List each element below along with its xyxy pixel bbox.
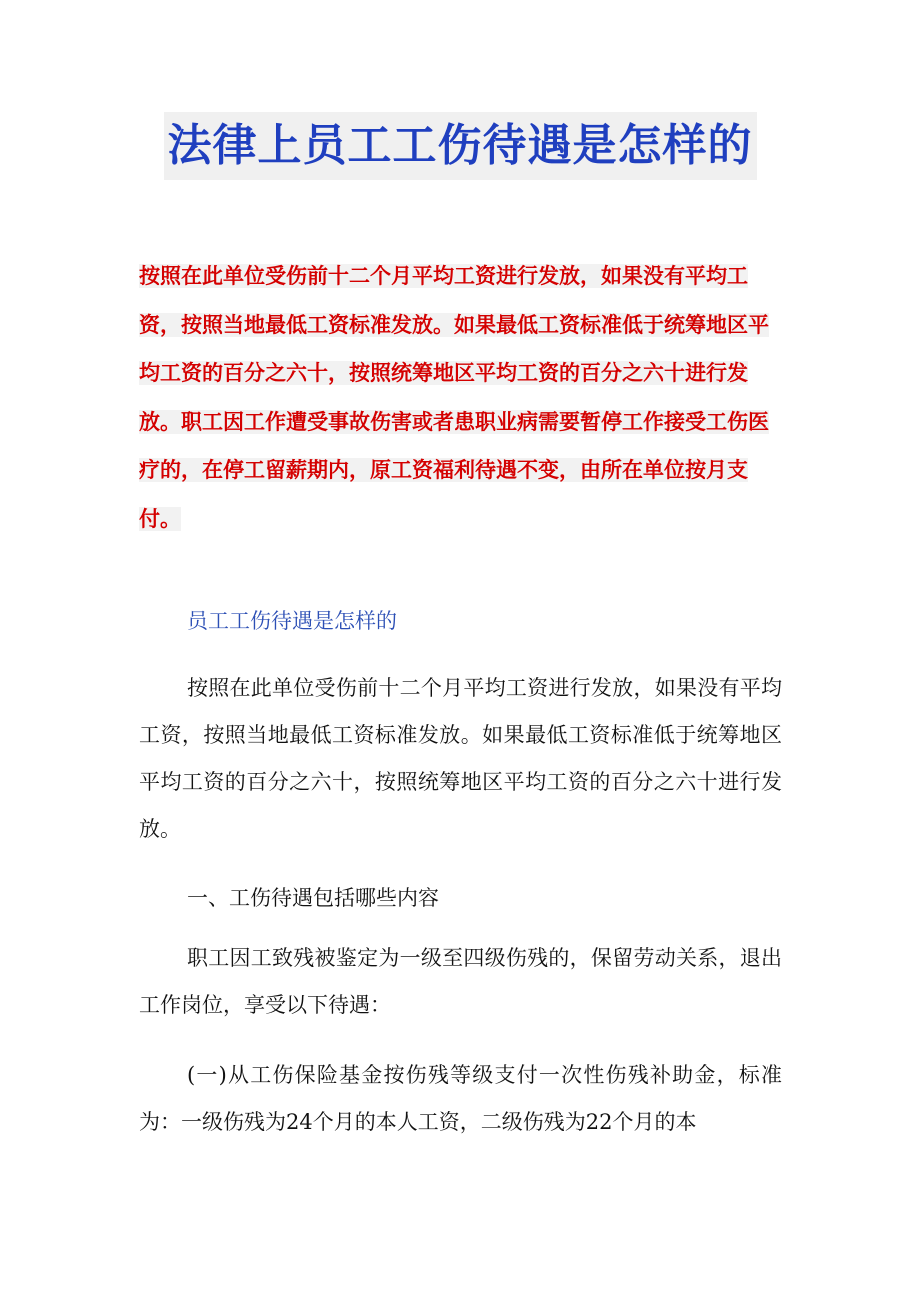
article-subheading: 员工工伤待遇是怎样的 [187,609,397,633]
summary-paragraph [139,252,782,543]
document-title: 法律上员工工伤待遇是怎样的 [164,112,757,180]
body-paragraph-2: 职工因工致残被鉴定为一级至四级伤残的，保留劳动关系，退出工作岗位，享受以下待遇： [139,946,782,1017]
section-heading: 一、工伤待遇包括哪些内容 [187,886,439,910]
body-paragraph-3: (一)从工伤保险基金按伤残等级支付一次性伤残补助金，标准为：一级伤残为24个月的本人工资，二级伤残为22个月的本 [139,1063,782,1134]
summary-text: 按照在此单位受伤前十二个月平均工资进行发放，如果没有平均工资，按照当地最低工资标准发放。如果最低工资标准低于统筹地区平均工资的百分之六十，按照统筹地区平均工资的百分之六十进行发放。职工因工作遭受事故伤害或者患职业病需要暂停工作接受工伤医疗的，在停工留薪期内，原工资福利待遇不变，由所在单位按月支付。 [139,264,769,531]
title-container [0,112,920,180]
body-paragraph-1: 按照在此单位受伤前十二个月平均工资进行发放，如果没有平均工资，按照当地最低工资标准发放。如果最低工资标准低于统筹地区平均工资的百分之六十，按照统筹地区平均工资的百分之六十进行发放。 [139,676,782,841]
